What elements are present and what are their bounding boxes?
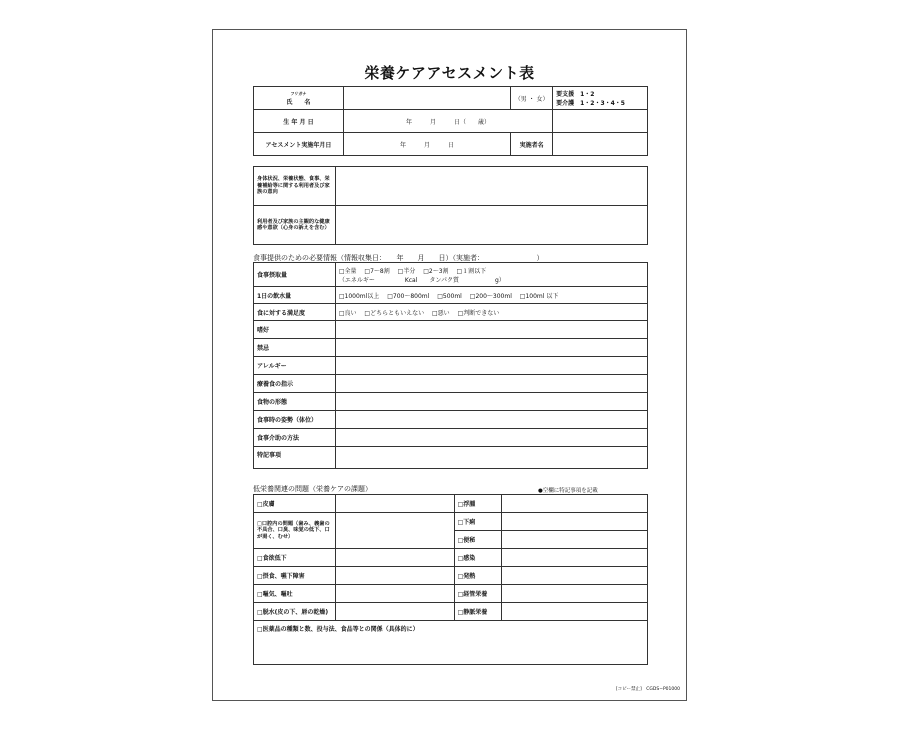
care-level-text: 要介護 1・2・3・4・5 <box>556 100 625 107</box>
problem-item[interactable]: □脱水(皮の下、唇の乾燥) <box>254 603 336 621</box>
food-form-field[interactable] <box>335 393 647 411</box>
food-row-label: 療養食の指示 <box>254 375 336 393</box>
problem-item[interactable]: □静脈栄養 <box>454 603 501 621</box>
food-row-label: アレルギー <box>254 357 336 375</box>
name-label-cell <box>254 87 344 110</box>
assessment-date-field[interactable]: 年 月 日 <box>343 133 510 156</box>
satisfaction-option[interactable]: □どちらともいえない <box>364 309 425 317</box>
name-label: 氏 名 <box>286 98 311 106</box>
intake-option[interactable]: □7〜8割 <box>364 267 390 275</box>
intake-field[interactable] <box>335 263 647 287</box>
satisfaction-option[interactable]: □良い <box>338 309 357 317</box>
assessment-sheet <box>212 29 687 701</box>
problem-item[interactable]: □浮腫 <box>454 495 501 513</box>
satisfaction-option[interactable]: □判断できない <box>457 309 500 317</box>
allergy-field[interactable] <box>335 357 647 375</box>
problem-note-field[interactable] <box>335 513 454 549</box>
intake-option[interactable]: □半分 <box>397 267 416 275</box>
water-field[interactable] <box>335 287 647 304</box>
intent-row-2-field[interactable] <box>335 206 647 245</box>
intent-row-2-label: 利用者及び家族の主観的な健康感や意欲（心身の訴えを含む） <box>254 206 336 245</box>
food-row-label: 食に対する満足度 <box>254 304 336 321</box>
problem-item[interactable]: □口腔内の問題（歯み、義歯の不具合、口臭、味覚の低下、口が渇く、むせ） <box>254 513 336 549</box>
intent-row-1-field[interactable] <box>335 167 647 206</box>
problem-item[interactable]: □発熱 <box>454 567 501 585</box>
intent-row-1-label: 身体状況、栄養状態、食事、栄養補給等に関する利用者及び家族の意向 <box>254 167 336 206</box>
water-option[interactable]: □200〜300ml <box>469 292 512 300</box>
problem-note-field[interactable] <box>335 567 454 585</box>
problem-note-field[interactable] <box>501 567 647 585</box>
intent-table <box>253 166 648 245</box>
problem-note-field[interactable] <box>501 531 647 549</box>
problem-note-field[interactable] <box>335 495 454 513</box>
problem-section-note: ●空欄に特記事項を記載 <box>538 488 598 494</box>
problem-note-field[interactable] <box>335 585 454 603</box>
medication-item[interactable]: □医薬品の種類と数、投与法、食品等との関係（具体的に） <box>254 621 648 665</box>
food-section-caption: 食事提供のための必要情報（情報収集日： 年 月 日）（実施者： ） <box>253 254 544 262</box>
implementer-label: 実施者名 <box>511 133 553 156</box>
water-option[interactable]: □1000ml以上 <box>338 292 380 300</box>
problem-item[interactable]: □食欲低下 <box>254 549 336 567</box>
problem-item[interactable]: □経管栄養 <box>454 585 501 603</box>
problem-item[interactable]: □便秘 <box>454 531 501 549</box>
furigana-label: フリガナ <box>290 90 307 96</box>
problem-note-field[interactable] <box>501 513 647 531</box>
page-title: 栄養ケアアセスメント表 <box>364 64 535 82</box>
birth-extra-field[interactable] <box>553 110 648 133</box>
food-row-label: 特記事項 <box>254 447 336 469</box>
intake-option[interactable]: □2〜3割 <box>423 267 449 275</box>
problem-item[interactable]: □感染 <box>454 549 501 567</box>
care-level-field[interactable] <box>553 87 648 110</box>
care-support-text: 要支援 1・2 <box>556 91 595 98</box>
patient-info-table <box>253 86 648 156</box>
problem-note-field[interactable] <box>501 549 647 567</box>
food-row-label: 嗜好 <box>254 321 336 339</box>
assessment-date-label: アセスメント実施年月日 <box>254 133 344 156</box>
water-option[interactable]: □100ml 以下 <box>519 292 559 300</box>
water-option[interactable]: □500ml <box>437 292 462 300</box>
food-row-label: 食事時の姿勢（体位） <box>254 411 336 429</box>
birth-date-field[interactable]: 年 月 日（ 歳） <box>343 110 552 133</box>
preference-field[interactable] <box>335 321 647 339</box>
problem-item[interactable]: □下痢 <box>454 513 501 531</box>
therapeutic-diet-field[interactable] <box>335 375 647 393</box>
food-row-label: 食物の形態 <box>254 393 336 411</box>
satisfaction-field[interactable] <box>335 304 647 321</box>
problem-note-field[interactable] <box>335 603 454 621</box>
food-row-label: 1日の飲水量 <box>254 287 336 304</box>
food-row-label: 食事介助の方法 <box>254 429 336 447</box>
footer-code: [コピー禁止] CGDS−P01000 <box>615 687 680 692</box>
satisfaction-option[interactable]: □悪い <box>432 309 450 317</box>
assistance-field[interactable] <box>335 429 647 447</box>
problem-note-field[interactable] <box>335 549 454 567</box>
water-option[interactable]: □700〜800ml <box>387 292 430 300</box>
problem-note-field[interactable] <box>501 495 647 513</box>
intake-option[interactable]: □全量 <box>338 267 357 275</box>
food-row-label: 禁忌 <box>254 339 336 357</box>
name-field[interactable] <box>343 87 510 110</box>
problem-item[interactable]: □嘔気、嘔吐 <box>254 585 336 603</box>
problem-table <box>253 494 648 665</box>
implementer-field[interactable] <box>553 133 648 156</box>
posture-field[interactable] <box>335 411 647 429</box>
intake-energy-text: （エネルギー Kcal タンパク質 g） <box>338 276 505 284</box>
special-notes-field[interactable] <box>335 447 647 469</box>
problem-note-field[interactable] <box>501 585 647 603</box>
gender-field[interactable]: （男 ・ 女） <box>511 87 553 110</box>
contraindication-field[interactable] <box>335 339 647 357</box>
problem-item[interactable]: □皮膚 <box>254 495 336 513</box>
problem-note-field[interactable] <box>501 603 647 621</box>
problem-section-caption: 低栄養関連の問題（栄養ケアの課題） <box>253 485 372 493</box>
food-info-table <box>253 262 648 469</box>
food-row-label: 食事摂取量 <box>254 263 336 287</box>
birth-label: 生 年 月 日 <box>254 110 344 133</box>
intake-option[interactable]: □１割以下 <box>456 267 487 275</box>
problem-item[interactable]: □摂食、嚥下障害 <box>254 567 336 585</box>
